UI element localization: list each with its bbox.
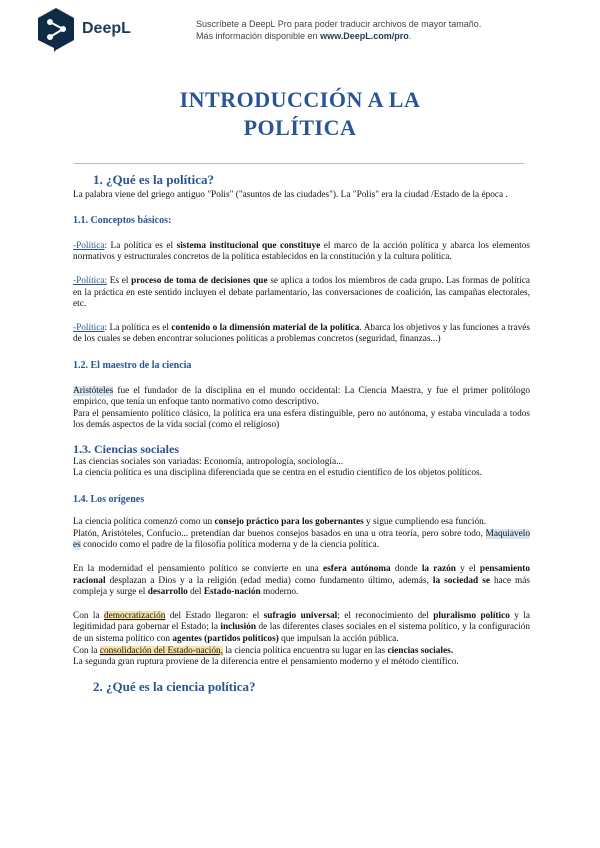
page-title (0, 86, 600, 142)
promo-line2-prefix: Más información disponible en (196, 31, 321, 41)
consolidacion-paragraph (73, 646, 530, 658)
bold-text: la razón (421, 564, 456, 575)
bold-text: proceso de toma de decisiones que (131, 275, 268, 286)
text: ; el reconocimiento del (337, 610, 434, 621)
text: conocido como el padre de la filosofía política moderna y de la ciencia política. (80, 540, 379, 551)
text: hace más compleja y surge el (73, 575, 531, 598)
ruptura-paragraph: La segunda gran ruptura proviene de la diferencia entre el pensamiento moderno y el método científico. (73, 657, 459, 668)
text: y el (455, 564, 480, 575)
promo-line1: Suscríbete a DeepL Pro para poder traducir archivos de mayor tamaño. (196, 19, 482, 29)
bold-text: pluralismo político (433, 610, 510, 621)
bold-text: sufragio universal (263, 610, 338, 621)
bold-text: pensamiento racional (73, 564, 531, 586)
section-heading-1: 1. ¿Qué es la política? (93, 172, 214, 187)
definition-2 (73, 276, 530, 311)
text: desplazan a Dios y a la religión (edad media) como fundamento último, además, (105, 575, 433, 586)
politica-link[interactable]: -Política (73, 240, 105, 251)
brand-name: DeepL (82, 20, 131, 37)
text: fue el fundador de la disciplina en el mundo occidental: La Ciencia Maestra, y fue el primer politólogo empírico, que tenía un enfoque tanto normativo como descriptivo. (73, 385, 530, 408)
subheading-sociales: 1.3. Ciencias sociales (73, 441, 179, 456)
highlight: democratización (103, 610, 166, 621)
divider (74, 163, 524, 164)
text: de las diferentes clases sociales en el sistema político, y la configuración de un sistema político con (73, 622, 530, 645)
section-heading-2: 2. ¿Qué es la ciencia política? (93, 678, 256, 694)
definition-1 (73, 241, 530, 264)
text: del (187, 587, 204, 598)
promo-text (196, 18, 576, 42)
text: el marco de la acción política y abarca los elementos normativos y estructurales concretos de la política establecidos en la constitución y la cultura política. (73, 240, 531, 263)
text: moderno. (260, 587, 299, 598)
subheading-conceptos: 1.1. Conceptos básicos: (73, 215, 172, 227)
subheading-maestro: 1.2. El maestro de la ciencia (73, 359, 192, 371)
text: del Estado llegaron: el (165, 610, 264, 621)
text: En la modernidad el pensamiento político se convierte en una (73, 564, 323, 575)
aristoteles-paragraph (73, 386, 530, 409)
text: Con la (73, 610, 104, 621)
sociales-line2: La ciencia política es una disciplina diferenciada que se centra en el estudio científico de los objetos políticos. (73, 468, 482, 479)
bold-text: Estado-nación (203, 587, 261, 598)
text: : La política es el (104, 240, 177, 251)
text: Es el (107, 275, 132, 286)
document-body (73, 174, 530, 692)
text: La ciencia política comenzó como un (73, 517, 215, 528)
bold-text: desarrollo (147, 587, 188, 598)
highlight: Aristóteles (73, 385, 114, 396)
text: . Abarca los objetivos y las funciones a través de los cuales se deben encontrar soluciones políticas a problemas concretos (seguridad, finanzas...) (73, 322, 530, 345)
text: donde (390, 564, 422, 575)
bold-text: agentes (partidos políticos) (172, 634, 279, 645)
origen-paragraph-1 (73, 517, 530, 529)
democratizacion-paragraph (73, 611, 530, 646)
text: Platón, Aristóteles, Confucio... pretendían dar buenos consejos basados en una u otra teoría, pero sobre todo, (73, 528, 486, 539)
origen-paragraph-2 (73, 529, 530, 552)
deepl-logo-icon[interactable] (36, 7, 76, 58)
subheading-origenes: 1.4. Los orígenes (73, 493, 145, 505)
bold-text: la sociedad se (432, 575, 490, 586)
definition-3 (73, 323, 530, 346)
politica-link[interactable]: -Política (73, 322, 105, 333)
bold-text: esfera autónoma (322, 564, 391, 575)
text: : La política es el (104, 322, 172, 333)
deepl-pro-link[interactable]: www.DeepL.com/pro (320, 31, 409, 41)
bold-text: contenido o la dimensión material de la política (171, 322, 360, 333)
bold-text: sistema institucional que constituye (176, 240, 321, 251)
bold-text: ciencias sociales. (387, 645, 454, 656)
intro-paragraph: La palabra viene del griego antiguo "Polis" ("asuntos de las ciudades"). La "Polis" era la ciudad /Estado de la época . (73, 189, 508, 200)
sociales-line1: Las ciencias sociales son variadas: Economía, antropología, sociología... (73, 456, 344, 467)
promo-line2-suffix: . (408, 31, 412, 41)
modernidad-paragraph (73, 564, 530, 599)
politica-link[interactable]: -Política: (73, 275, 108, 286)
highlight: consolidación del Estado-nación, (99, 645, 224, 656)
bold-text: inclusión (220, 622, 257, 633)
title-line1: INTRODUCCIÓN A LA (179, 87, 421, 112)
title-line2: POLÍTICA (243, 115, 357, 140)
text: que impulsan la acción pública. (278, 634, 399, 645)
text: la ciencia política encuentra su lugar en las (223, 645, 388, 656)
text: Con la (73, 645, 100, 656)
clasico-paragraph: Para el pensamiento político clásico, la política era una esfera distinguible, pero no autónoma, y estaba vinculada a todos los demás aspectos de la vida social (como el religioso) (73, 408, 530, 431)
text: se aplica a todos los miembros de cada grupo. Las formas de política en la práctica en este sentido incluyen el debate parlamentario, las conversaciones de coalición, las campañas electorales, etc. (73, 275, 531, 310)
text: y sigue cumpliendo esa función. (363, 517, 487, 528)
bold-text: consejo práctico para los gobernantes (214, 517, 364, 528)
deepl-header (0, 0, 600, 70)
text: y la legitimidad para gobernar el Estado; la (73, 610, 530, 633)
highlight: Maquiavelo es (73, 528, 530, 551)
